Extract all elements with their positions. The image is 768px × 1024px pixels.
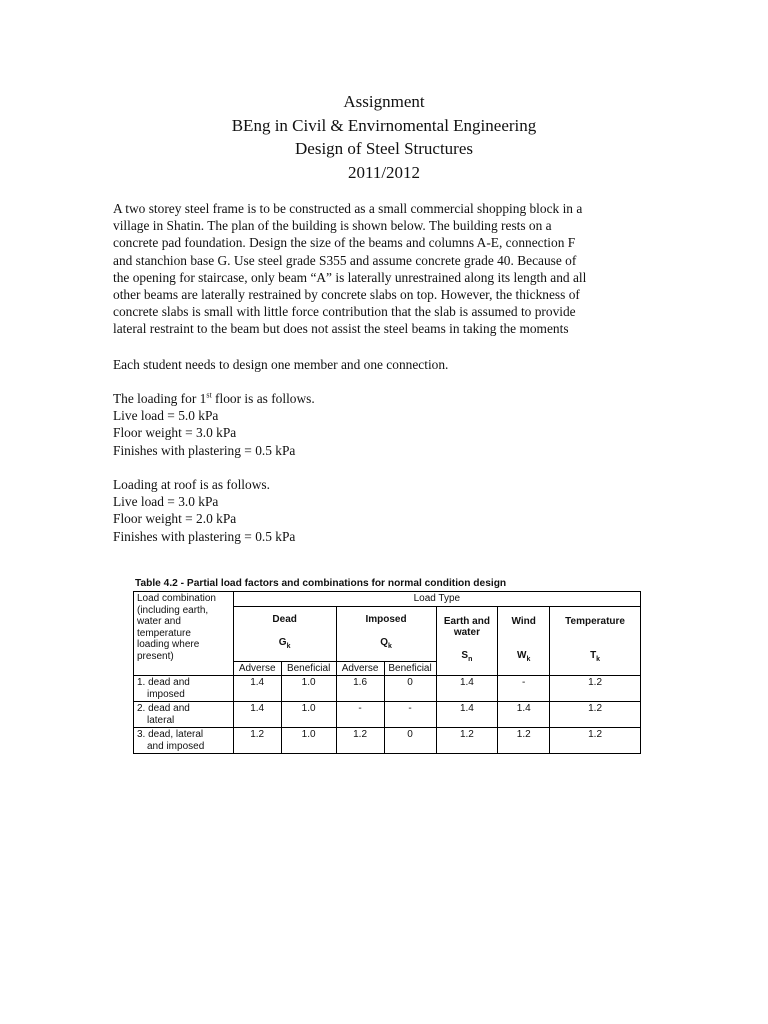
roof-loading <box>113 476 656 545</box>
table-cell: 1.4 <box>498 702 550 728</box>
earth-symbol-sub: n <box>468 656 473 664</box>
intro-line: concrete pad foundation. Design the size of the beams and columns A-E, connection F <box>113 235 576 251</box>
wind-symbol: W <box>517 650 527 662</box>
roof-floor-weight: Floor weight = 2.0 kPa <box>113 511 237 527</box>
header-course: Design of Steel Structures <box>295 139 473 158</box>
first-floor-finishes: Finishes with plastering = 0.5 kPa <box>113 442 296 458</box>
corner-line: temperature <box>137 627 191 639</box>
row-label-line: 1. dead and <box>137 677 190 688</box>
table-cell: 1.4 <box>436 702 498 728</box>
intro-line: other beams are laterally restrained by concrete slabs on top. However, the thickness of <box>113 287 580 303</box>
first-floor-intro <box>113 390 656 407</box>
first-floor-floor-weight: Floor weight = 3.0 kPa <box>113 425 237 441</box>
intro-line: lateral restraint to the beam but does not assist the steel beams in taking the moments <box>113 321 569 337</box>
first-floor-intro-post: floor is as follows. <box>211 391 315 406</box>
corner-line: water and <box>137 616 181 627</box>
intro-line: the opening for staircase, only beam “A” is laterally unrestrained along its length and all <box>113 269 587 285</box>
table-caption: Table 4.2 - Partial load factors and combinations for normal condition design <box>135 578 507 589</box>
table-cell: - <box>498 676 550 702</box>
imposed-symbol: Q <box>380 637 388 649</box>
earth-water-header <box>436 606 498 676</box>
table-cell: - <box>384 702 436 728</box>
corner-line: (including earth, <box>137 604 209 616</box>
table-cell: 0 <box>384 728 436 754</box>
table-header-row <box>134 592 641 607</box>
temperature-label: Temperature <box>565 615 625 627</box>
load-factor-table <box>133 591 641 754</box>
table-cell: 1.2 <box>498 728 550 754</box>
table-cell: - <box>336 702 384 728</box>
table-cell: 1.2 <box>550 702 641 728</box>
table-cell: 1.6 <box>336 676 384 702</box>
dead-adverse-header: Adverse <box>233 661 281 676</box>
table-row <box>134 676 641 702</box>
row-label-line: 2. dead and <box>137 703 190 714</box>
corner-line: present) <box>137 650 174 662</box>
table-cell: 1.2 <box>436 728 498 754</box>
document-header <box>0 90 768 184</box>
row-label-line: and imposed <box>147 740 205 752</box>
dead-symbol: G <box>278 637 287 649</box>
first-floor-intro-pre: The loading for 1 <box>113 391 207 406</box>
temperature-header <box>550 606 641 676</box>
student-note-text: Each student needs to design one member and one connection. <box>113 357 449 372</box>
wind-symbol-sub: k <box>526 656 531 664</box>
row-label <box>134 676 234 702</box>
table-row <box>134 728 641 754</box>
imposed-beneficial-header: Beneficial <box>384 661 436 676</box>
dead-header <box>233 606 336 661</box>
imposed-symbol-sub: k <box>387 643 392 651</box>
table-cell: 1.2 <box>550 676 641 702</box>
intro-line: and stanchion base G. Use steel grade S355 and assume concrete grade 40. Because of <box>113 252 577 268</box>
table-cell: 1.4 <box>233 702 281 728</box>
load-factor-table-block <box>133 577 643 754</box>
table-cell: 1.0 <box>281 676 336 702</box>
load-combination-header <box>134 592 234 676</box>
table-cell: 1.0 <box>281 702 336 728</box>
temperature-symbol: T <box>590 650 597 662</box>
intro-line: village in Shatin. The plan of the building is shown below. The building rests on a <box>113 218 552 234</box>
first-floor-intro-sup: st <box>206 390 212 400</box>
wind-label: Wind <box>511 615 536 627</box>
row-label-line: lateral <box>147 714 175 726</box>
header-programme: BEng in Civil & Envirnomental Engineering <box>231 115 537 135</box>
table-cell: 1.2 <box>233 728 281 754</box>
header-title: Assignment <box>343 92 425 111</box>
imposed-adverse-header: Adverse <box>336 661 384 676</box>
table-cell: 0 <box>384 676 436 702</box>
table-cell: 1.2 <box>550 728 641 754</box>
table-cell: 1.0 <box>281 728 336 754</box>
student-note <box>113 356 656 373</box>
row-label-line: 3. dead, lateral <box>137 729 204 740</box>
intro-line: A two storey steel frame is to be constructed as a small commercial shopping block in a <box>113 201 583 216</box>
earth-symbol: S <box>461 650 469 662</box>
roof-intro: Loading at roof is as follows. <box>113 477 270 492</box>
header-year: 2011/2012 <box>347 162 421 182</box>
first-floor-live-load: Live load = 5.0 kPa <box>113 408 219 424</box>
temperature-symbol-sub: k <box>596 656 601 664</box>
imposed-label: Imposed <box>365 614 407 626</box>
corner-line: Load combination <box>137 593 216 604</box>
table-cell: 1.2 <box>336 728 384 754</box>
earth-water-label: Earth and water <box>443 615 490 639</box>
corner-line: loading where <box>137 639 200 650</box>
wind-header <box>498 606 550 676</box>
intro-line: concrete slabs is small with little force contribution that the slab is assumed to provide <box>113 304 576 320</box>
row-label <box>134 702 234 728</box>
roof-finishes: Finishes with plastering = 0.5 kPa <box>113 528 296 544</box>
first-floor-loading <box>113 390 656 459</box>
table-cell: 1.4 <box>233 676 281 702</box>
row-label-line: imposed <box>147 688 185 700</box>
dead-symbol-sub: k <box>286 643 291 651</box>
table-cell: 1.4 <box>436 676 498 702</box>
imposed-header <box>336 606 436 661</box>
dead-beneficial-header: Beneficial <box>281 661 336 676</box>
row-label <box>134 728 234 754</box>
intro-paragraph <box>113 200 656 338</box>
load-type-header: Load Type <box>233 592 640 607</box>
roof-live-load: Live load = 3.0 kPa <box>113 494 219 510</box>
table-row <box>134 702 641 728</box>
dead-label: Dead <box>272 614 297 626</box>
